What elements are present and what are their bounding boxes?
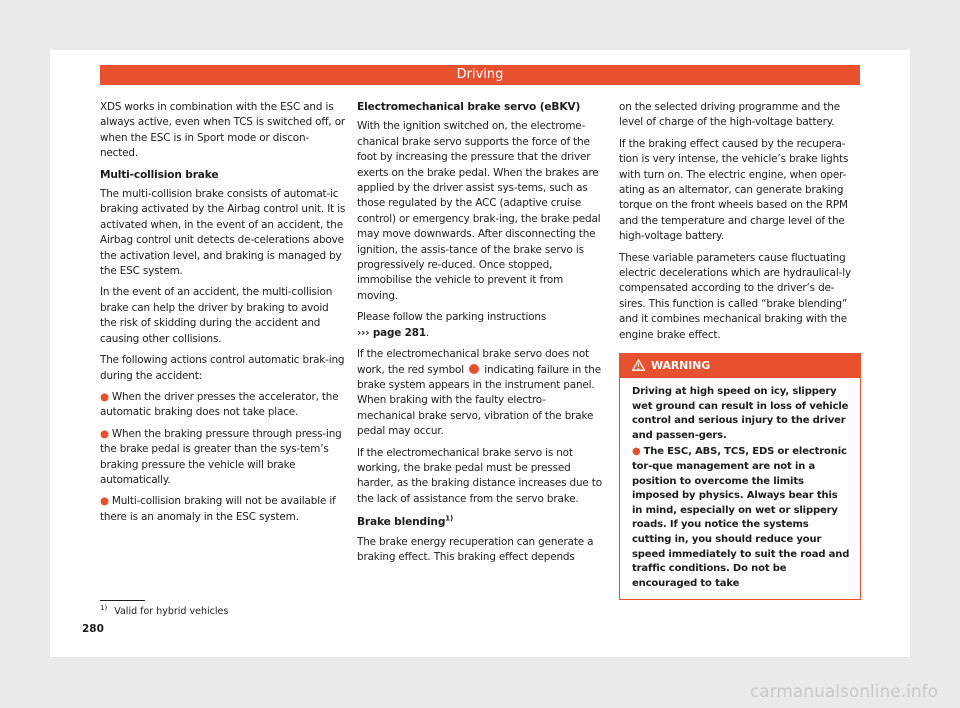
paragraph: Please follow the parking instructions ››› page 281.	[357, 311, 547, 339]
paragraph: The brake energy recuperation can generate a braking effect. This braking effect depends	[357, 535, 594, 563]
section-title: Driving	[456, 67, 504, 82]
bullet-item: ● When the driver presses the accelerator, the automatic braking does not take place.	[100, 390, 339, 419]
warning-text: Driving at high speed on icy, slippery wet ground can result in loss of vehicle control and serious injury to the driver and passen-gers.	[632, 386, 849, 441]
warning-triangle-icon	[632, 359, 645, 371]
column-2	[357, 100, 603, 571]
bullet-icon: ●	[100, 495, 109, 508]
column-1	[100, 100, 346, 531]
bullet-icon: ●	[632, 446, 641, 458]
warning-body	[620, 378, 860, 599]
page-reference-link[interactable]: ››› page 281	[357, 326, 426, 339]
bullet-icon: ●	[100, 427, 109, 440]
paragraph: If the braking effect caused by the recupera-tion is very intense, the vehicle’s brake lights with turn on. The electric engine, when oper-ating as an alternator, can generate braking torque on the front wheels based on the RPM and the temperature and charge level of the high-voltage battery.	[619, 137, 849, 243]
warning-bullet: ● The ESC, ABS, TCS, EDS or electronic tor-que management are not in a position to overcome the limits imposed by physics. Always bear this in mind, especially on wet or slippery roads. If you notice the systems cutting in, you should reduce your speed immediately to suit the road and traffic conditions. Do not be encouraged to take	[632, 446, 850, 589]
warning-header	[620, 354, 860, 378]
column-3	[619, 100, 859, 600]
paragraph: In the event of an accident, the multi-collision brake can help the driver by braking to avoid the risk of skidding during the accident and causing other collisions.	[100, 286, 333, 345]
footnote-divider	[100, 600, 145, 601]
bullet-icon: ●	[100, 390, 109, 403]
brake-warning-icon	[469, 364, 479, 374]
heading-ebkv: Electromechanical brake servo (eBKV)	[357, 101, 581, 113]
paragraph: If the electromechanical brake servo does not work, the red symbol indicating failure in the brake system appears in the instrument panel. When braking with the faulty electro-mechanical brake servo, vibration of the brake pedal may occur.	[357, 348, 601, 438]
heading-multi-collision: Multi-collision brake	[100, 168, 219, 181]
paragraph: With the ignition switched on, the electrome-chanical brake servo supports the force of the foot by increasing the pressure that the driver exerts on the brake pedal. When the brakes are applied by the driver assist sys-tems, such as those regulated by the ACC (adaptive cruise control) or emergency brak-ing, the brake pedal may move downwards. After disconnecting the ignition, the assis-tance of the brake servo is progressively re-duced. Once stopped, immobilise the vehicle to prevent it from moving.	[357, 120, 601, 302]
bullet-item: ● Multi-collision braking will not be available if there is an anomaly in the ESC system.	[100, 495, 336, 523]
paragraph: on the selected driving programme and the level of charge of the high-voltage battery.	[619, 101, 840, 129]
footnote	[100, 603, 229, 617]
watermark: carmanualsonline.info	[749, 682, 938, 702]
section-header	[100, 65, 860, 85]
paragraph: The multi-collision brake consists of automat-ic braking activated by the Airbag control unit. It is activated when, in the event of an accident, the Airbag control unit detects de-celerations above the activation level, and braking is managed by the ESC system.	[100, 188, 346, 278]
paragraph: If the electromechanical brake servo is not working, the brake pedal must be pressed harder, as the braking distance increases due to the lack of assistance from the servo brake.	[357, 446, 602, 505]
warning-box	[619, 353, 861, 600]
warning-title: WARNING	[651, 359, 711, 373]
paragraph: These variable parameters cause fluctuating electric decelerations which are hydraulical-ly compensated according to the driver’s de-sires. This function is called “brake blending” and it combines mechanical braking with the engine brake effect.	[619, 251, 851, 341]
paragraph: XDS works in combination with the ESC and is always active, even when TCS is switched off, or when the ESC is in Sport mode or discon-nected.	[100, 101, 346, 160]
footnote-mark: 1)	[100, 603, 108, 612]
page-number: 280	[82, 623, 104, 635]
bullet-item: ● When the braking pressure through press-ing the brake pedal is greater than the sys-tem’s braking pressure the vehicle will brake automatically.	[100, 427, 342, 486]
paragraph: The following actions control automatic brak-ing during the accident:	[100, 354, 345, 382]
footnote-text: Valid for hybrid vehicles	[114, 606, 229, 617]
heading-brake-blending: Brake blending$^{1)}$	[357, 514, 454, 529]
